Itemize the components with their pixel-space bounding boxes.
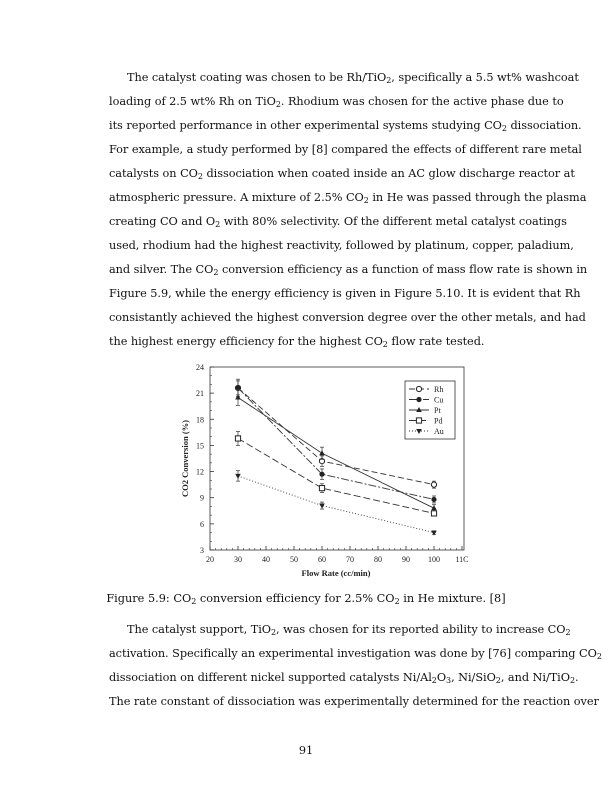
series-line-pd <box>238 438 434 513</box>
legend-label: Au <box>434 427 444 436</box>
data-point-pd <box>431 511 436 516</box>
data-point-au <box>235 474 241 479</box>
text-line: and silver. The $CO_2$ conversion efficiency as a function of mass flow rate is shown in <box>109 263 588 277</box>
y-tick-label: 24 <box>196 363 204 372</box>
text-line: For example, a study performed by [8] compared the effects of different rare metal <box>109 143 582 156</box>
text-line: The rate constant of dissociation was experimentally determined for the reaction over <box>109 695 599 708</box>
data-point-cu <box>319 472 324 477</box>
series-line-au <box>238 476 434 533</box>
figure-caption: Figure 5.9: $CO_2$ conversion efficiency for 2.5% $CO_2$ in He mixture. [8] <box>106 592 506 606</box>
x-tick-label: 20 <box>206 555 214 564</box>
data-point-cu <box>431 497 436 502</box>
data-point-au <box>319 504 325 509</box>
x-tick-label: 40 <box>262 555 270 564</box>
data-point-pd <box>235 436 240 441</box>
x-tick-label: 70 <box>346 555 354 564</box>
x-tick-label: 11C <box>455 555 469 564</box>
legend-label: Cu <box>434 395 444 405</box>
y-tick-label: 12 <box>196 467 204 477</box>
y-tick-label: 15 <box>196 441 204 451</box>
co2-conversion-chart <box>160 355 470 587</box>
text-line: atmospheric pressure. A mixture of 2.5% $CO_2$ in He was passed through the plasma <box>109 191 587 205</box>
text-line: Figure 5.9, while the energy efficiency is given in Figure 5.10. It is evident that Rh <box>109 287 581 300</box>
data-point-pd <box>319 486 324 491</box>
x-tick-label: 30 <box>234 555 242 564</box>
y-tick-label: 3 <box>200 546 204 555</box>
x-tick-label: 60 <box>318 555 326 564</box>
data-point-rh <box>431 482 436 487</box>
data-point-au <box>431 531 437 536</box>
y-tick-label: 6 <box>200 519 204 529</box>
text-line: its reported performance in other experimental systems studying $CO_2$ dissociation. <box>109 119 582 133</box>
text-line: dissociation on different nickel supported catalysts $Ni/Al_2O_3$, Ni/SiO$_2$, and Ni/TiO$_2$. <box>109 671 579 685</box>
text-line: consistantly achieved the highest conversion degree over the other metals, and had <box>109 311 586 324</box>
x-tick-label: 80 <box>374 555 382 564</box>
y-tick-label: 9 <box>200 493 204 503</box>
text-line: activation. Specifically an experimental investigation was done by [76] comparing $CO_2$ <box>109 647 602 661</box>
data-point-pt <box>319 450 325 455</box>
text-line: creating CO and $O_2$ with 80% selectivity. Of the different metal catalyst coatings <box>109 215 567 229</box>
text-line: loading of 2.5 wt% Rh on TiO$_2$. Rhodium was chosen for the active phase due to <box>109 95 564 109</box>
legend-marker-pd <box>416 418 421 423</box>
text-line: The catalyst coating was chosen to be Rh/TiO$_2$, specifically a 5.5 wt% washcoat <box>127 71 579 85</box>
text-line: catalysts on $CO_2$ dissociation when coated inside an AC glow discharge reactor at <box>109 167 575 181</box>
legend-label: Pd <box>434 416 443 426</box>
paragraph-2 <box>109 618 602 714</box>
text-line: the highest energy efficiency for the highest $CO_2$ flow rate tested. <box>109 335 485 349</box>
x-axis-label: Flow Rate (cc/min) <box>301 568 371 578</box>
x-tick-label: 90 <box>402 555 410 564</box>
text-line: The catalyst support, TiO$_2$, was chosen for its reported ability to increase $CO_2$ <box>127 623 571 637</box>
text-line: used, rhodium had the highest reactivity, followed by platinum, copper, paladium, <box>109 239 574 252</box>
paragraph-1 <box>109 66 588 354</box>
page-number: 91 <box>298 744 314 757</box>
legend-label: Pt <box>434 406 441 415</box>
y-tick-label: 21 <box>196 389 204 399</box>
x-tick-label: 100 <box>428 555 440 564</box>
data-point-pt <box>235 395 241 400</box>
legend-marker-cu <box>416 397 421 402</box>
legend-label: Rh <box>434 385 444 394</box>
legend-marker-rh <box>416 386 421 391</box>
y-tick-label: 18 <box>196 415 204 425</box>
x-tick-label: 50 <box>290 555 298 564</box>
y-axis-label: CO2 Conversion (%) <box>180 420 190 497</box>
